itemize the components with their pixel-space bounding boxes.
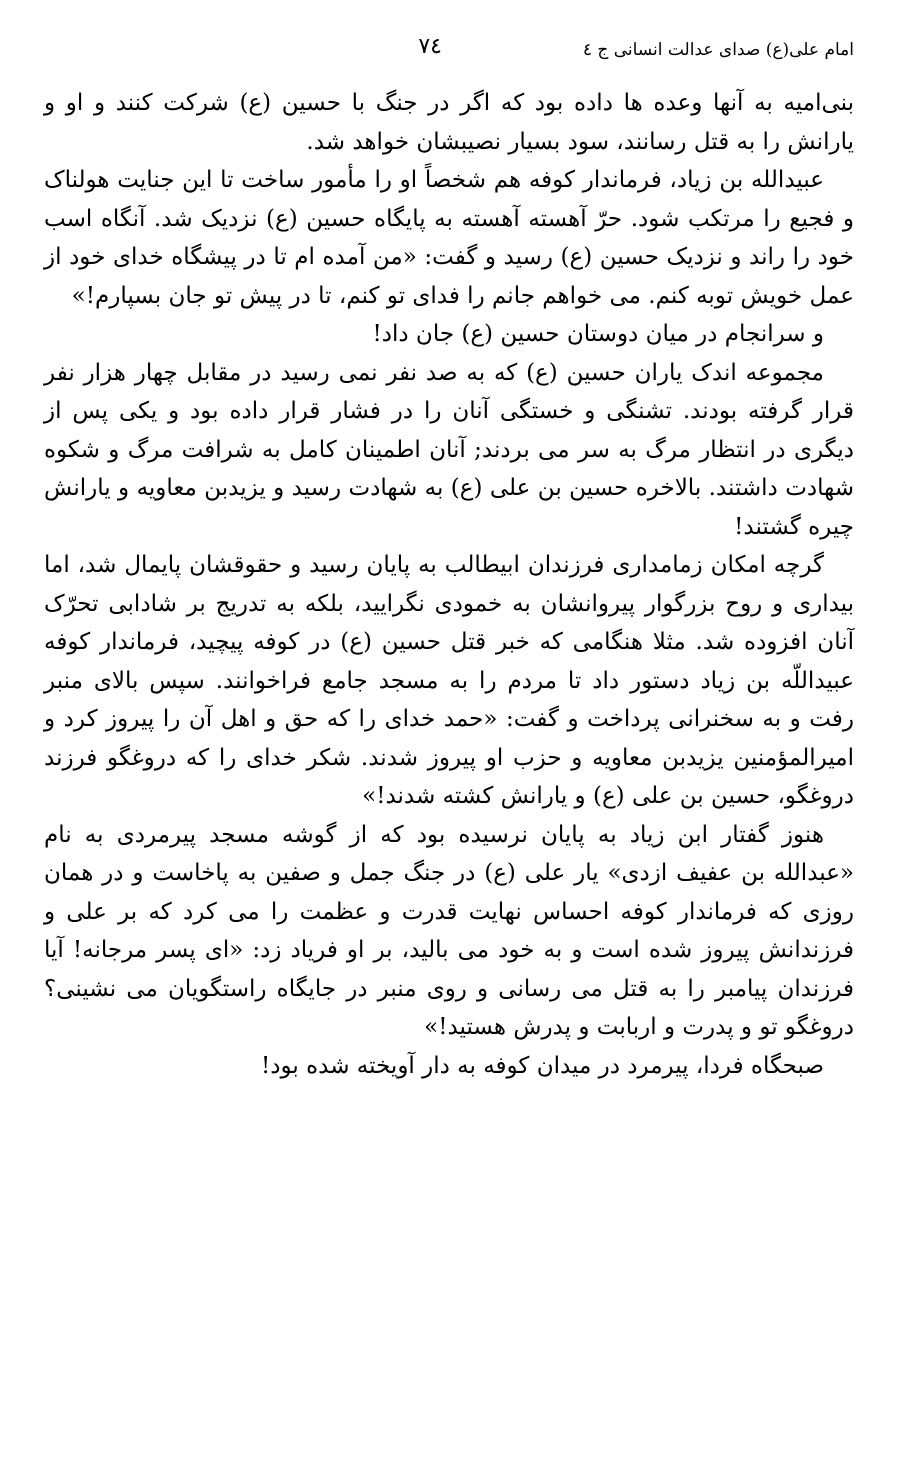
paragraph: گرچه امکان زمامداری فرزندان ابیطالب به پایان رسید و حقوقشان پایمال شد، اما بیداری و روح بزرگوار پیروانشان به خمودی نگرایید، بلکه به تدریج بر شادابی تحرّک آنان افزوده شد. مثلا هنگامی که خبر قتل حسین (ع) در کوفه پیچید، فرماندار کوفه عبیداللّه بن زیاد دستور داد تا مردم را به مسجد جامع فراخوانند. سپس بالای منبر رفت و به سخنرانی پرداخت و گفت: «حمد خدای را که حق و اهل آن را پیروز کرد و امیرالمؤمنین یزیدبن معاویه و حزب او پیروز شدند. شکر خدای را که دروغگو فرزند دروغگو، حسین بن علی (ع) و یارانش کشته شدند!» <box>44 552 855 809</box>
body-text <box>44 84 854 1085</box>
paragraph: مجموعه اندک یاران حسین (ع) که به صد نفر نمی رسید در مقابل چهار هزار نفر قرار گرفته بودند. تشنگی و خستگی آنان را در فشار قرار داده بود و یکی پس از دیگری در انتظار مرگ به سر می بردند; آنان اطمینان کامل به شرافت مرگ و شکوه شهادت داشتند. بالاخره حسین بن علی (ع) به شهادت رسید و یزیدبن معاویه و یارانش چیره گشتند! <box>44 359 854 540</box>
paragraph: هنوز گفتار ابن زیاد به پایان نرسیده بود که از گوشه مسجد پیرمردی به نام «عبدالله بن عفیف ازدی» یار علی (ع) در جنگ جمل و صفین به پاخاست و در همان روزی که فرماندار کوفه احساس نهایت قدرت و عظمت را می کرد که بر علی و فرزندانش پیروز شده است و به خود می بالید، بر او فریاد زد: «ای پسر مرجانه! آیا فرزندان پیامبر را به قتل می رسانی و روی منبر در جایگاه راستگویان می نشینی؟ دروغگو تو و پدرت و اربابت و پدرش هستید!» <box>44 821 854 1040</box>
paragraph: و سرانجام در میان دوستان حسین (ع) جان داد! <box>372 321 824 347</box>
paragraph: عبیدالله بن زیاد، فرماندار کوفه هم شخصاً او را مأمور ساخت تا این جنایت هولناک و فجیع را مرتکب شود. حرّ آهسته آهسته به پایگاه حسین (ع) نزدیک شد. آنگاه اسب خود را راند و نزدیک حسین (ع) رسید و گفت: «من آمده ام تا در پیشگاه خدای خود از عمل خویش توبه کنم. می خواهم جانم را فدای تو کنم، تا در پیش تو جان بسپارم!» <box>44 167 854 309</box>
page-header <box>44 34 854 68</box>
paragraph: بنی‌امیه به آنها وعده ها داده بود که اگر در جنگ با حسین (ع) شرکت کنند و او و یارانش را به قتل رسانند، سود بسیار نصیبشان خواهد شد. <box>44 90 854 155</box>
page-number: ٧٤ <box>418 34 442 59</box>
paragraph: صبحگاه فردا، پیرمرد در میدان کوفه به دار آویخته شده بود! <box>261 1052 824 1079</box>
running-title: امام علی(ع) صدای عدالت انسانی ج ٤ <box>582 40 854 60</box>
